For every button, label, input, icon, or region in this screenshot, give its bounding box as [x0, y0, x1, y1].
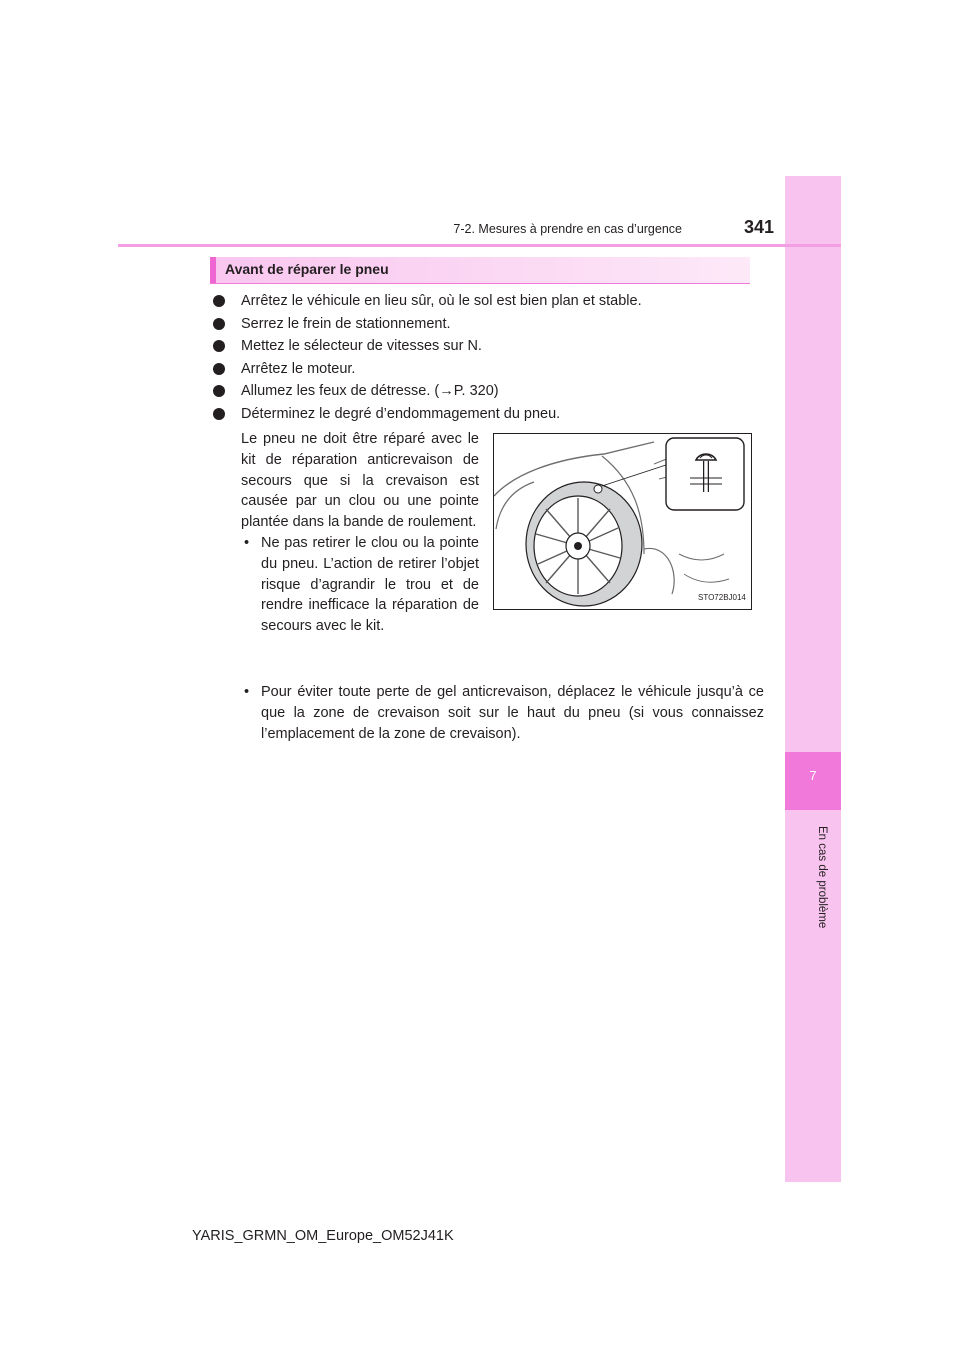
list-item	[213, 403, 753, 426]
footer-doc-id: YARIS_GRMN_OM_Europe_OM52J41K	[192, 1228, 454, 1244]
list-item-text: Déterminez le degré d’endommagement du pneu.	[241, 405, 561, 422]
chapter-side-tab	[785, 176, 841, 1182]
note-text: Pour éviter toute perte de gel anticrevaison, déplacez le véhicule jusqu’à ce que la zone de crevaison soit sur le haut du pneu (si vous connaissez l’emplacement de la zone de crevaison).	[261, 684, 764, 742]
bullet-icon	[213, 385, 225, 397]
detail-paragraph	[241, 429, 479, 637]
header-section-label: 7-2. Mesures à prendre en cas d’urgence	[453, 222, 682, 236]
chapter-number: 7	[809, 768, 817, 783]
list-item	[213, 358, 753, 381]
list-item	[213, 290, 753, 313]
list-item	[213, 313, 753, 336]
note-gel-loss	[241, 682, 764, 744]
list-item-text: Arrêtez le véhicule en lieu sûr, où le sol est bien plan et stable.	[241, 293, 642, 309]
punctured-tire-illustration	[493, 433, 752, 610]
section-heading-bar	[210, 257, 750, 284]
list-item	[213, 380, 753, 403]
list-item-text: Allumez les feux de détresse. (→P. 320)	[241, 383, 499, 399]
list-item	[213, 335, 753, 358]
list-item-text: Serrez le frein de stationnement.	[241, 315, 451, 332]
section-heading-accent	[210, 257, 216, 283]
chapter-title: En cas de problème	[816, 826, 828, 929]
bullet-icon	[213, 408, 225, 420]
note-bullet-mark: •	[244, 534, 250, 551]
bullet-icon	[213, 295, 225, 307]
section-title: Avant de réparer le pneu	[225, 261, 389, 277]
page-number: 341	[744, 217, 775, 237]
note-bullet-mark: •	[244, 684, 250, 700]
tire-with-nail-icon	[494, 434, 751, 609]
list-item-text: Mettez le sélecteur de vitesses sur N.	[241, 338, 482, 354]
bullet-icon	[213, 340, 225, 352]
detail-text: Le pneu ne doit être réparé avec le kit de réparation anticrevaison de secours que si la crevaison est causée par un clou ou une pointe plantée dans la bande de roulement.	[241, 431, 479, 531]
header-rule	[118, 244, 841, 247]
bullet-list	[213, 290, 753, 425]
bullet-icon	[213, 363, 225, 375]
bullet-icon	[213, 318, 225, 330]
list-item-text: Arrêtez le moteur.	[241, 360, 356, 377]
illustration-code: STO72BJ014	[698, 593, 746, 602]
note-nail-removal	[241, 533, 479, 637]
note-text: Ne pas retirer le clou ou la pointe du pneu. L’action de retirer l’objet risque d’agrandir le trou et de rendre inefficace la réparation de secours avec le kit.	[261, 534, 479, 635]
